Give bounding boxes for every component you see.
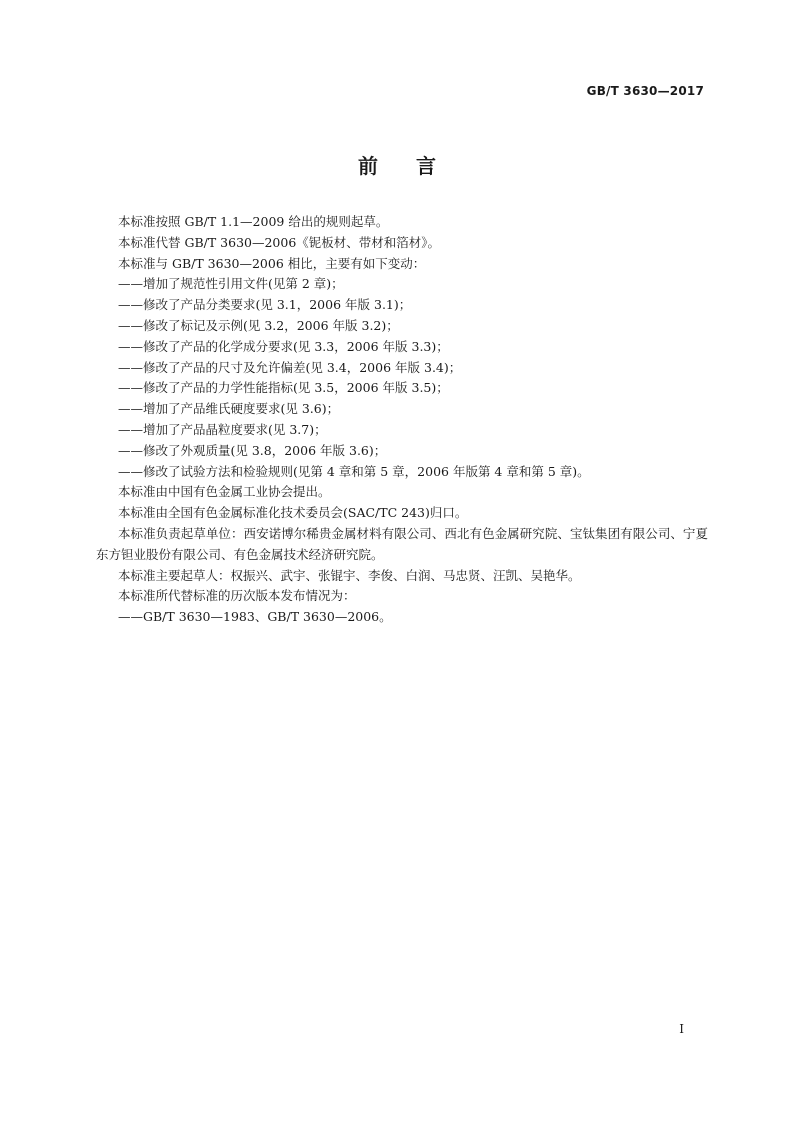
change-item: ——修改了产品分类要求(见 3.1，2006 年版 3.1)； (118, 297, 412, 313)
page-title: 前言 (358, 154, 474, 178)
foreword-body (96, 212, 708, 628)
change-item: ——修改了试验方法和检验规则(见第 4 章和第 5 章，2006 年版第 4 章和第 5 章)。 (118, 463, 590, 479)
change-item: ——修改了外观质量(见 3.8，2006 年版 3.6)； (118, 442, 387, 458)
paragraph-changes-intro: 本标准与 GB/T 3630—2006 相比，主要有如下变动： (118, 255, 426, 271)
paragraph-drafters: 本标准主要起草人：权振兴、武宇、张锟宇、李俊、白润、马忠贤、汪凯、吴艳华。 (118, 567, 581, 583)
change-item: ——修改了产品的尺寸及允许偏差(见 3.4，2006 年版 3.4)； (118, 359, 462, 375)
paragraph-proposed-by: 本标准由中国有色金属工业协会提出。 (118, 484, 331, 500)
change-item: ——增加了产品维氏硬度要求(见 3.6)； (118, 401, 340, 417)
paragraph-administered-by: 本标准由全国有色金属标准化技术委员会(SAC/TC 243)归口。 (118, 505, 468, 521)
paragraph-drafting-rules: 本标准按照 GB/T 1.1—2009 给出的规则起草。 (118, 214, 389, 229)
standard-number: GB/T 3630—2017 (586, 84, 704, 98)
paragraph-replaces: 本标准代替 GB/T 3630—2006《铌板材、带材和箔材》。 (118, 234, 441, 250)
change-item: ——修改了产品的力学性能指标(见 3.5，2006 年版 3.5)； (118, 380, 449, 396)
paragraph-history-intro: 本标准所代替标准的历次版本发布情况为： (118, 588, 356, 604)
change-item: ——增加了产品晶粒度要求(见 3.7)； (118, 421, 327, 437)
change-item: ——修改了标记及示例(见 3.2，2006 年版 3.2)； (118, 317, 399, 333)
history-item: ——GB/T 3630—1983、GB/T 3630—2006。 (118, 609, 392, 625)
change-item: ——修改了产品的化学成分要求(见 3.3，2006 年版 3.3)； (118, 338, 449, 354)
paragraph-drafting-units: 本标准负责起草单位：西安诺博尔稀贵金属材料有限公司、西北有色金属研究院、宝钛集团有限公司、宁夏东方钽业股份有限公司、有色金属技术经济研究院。 (96, 525, 708, 562)
page-number: I (679, 1022, 684, 1036)
change-item: ——增加了规范性引用文件(见第 2 章)； (118, 276, 344, 292)
